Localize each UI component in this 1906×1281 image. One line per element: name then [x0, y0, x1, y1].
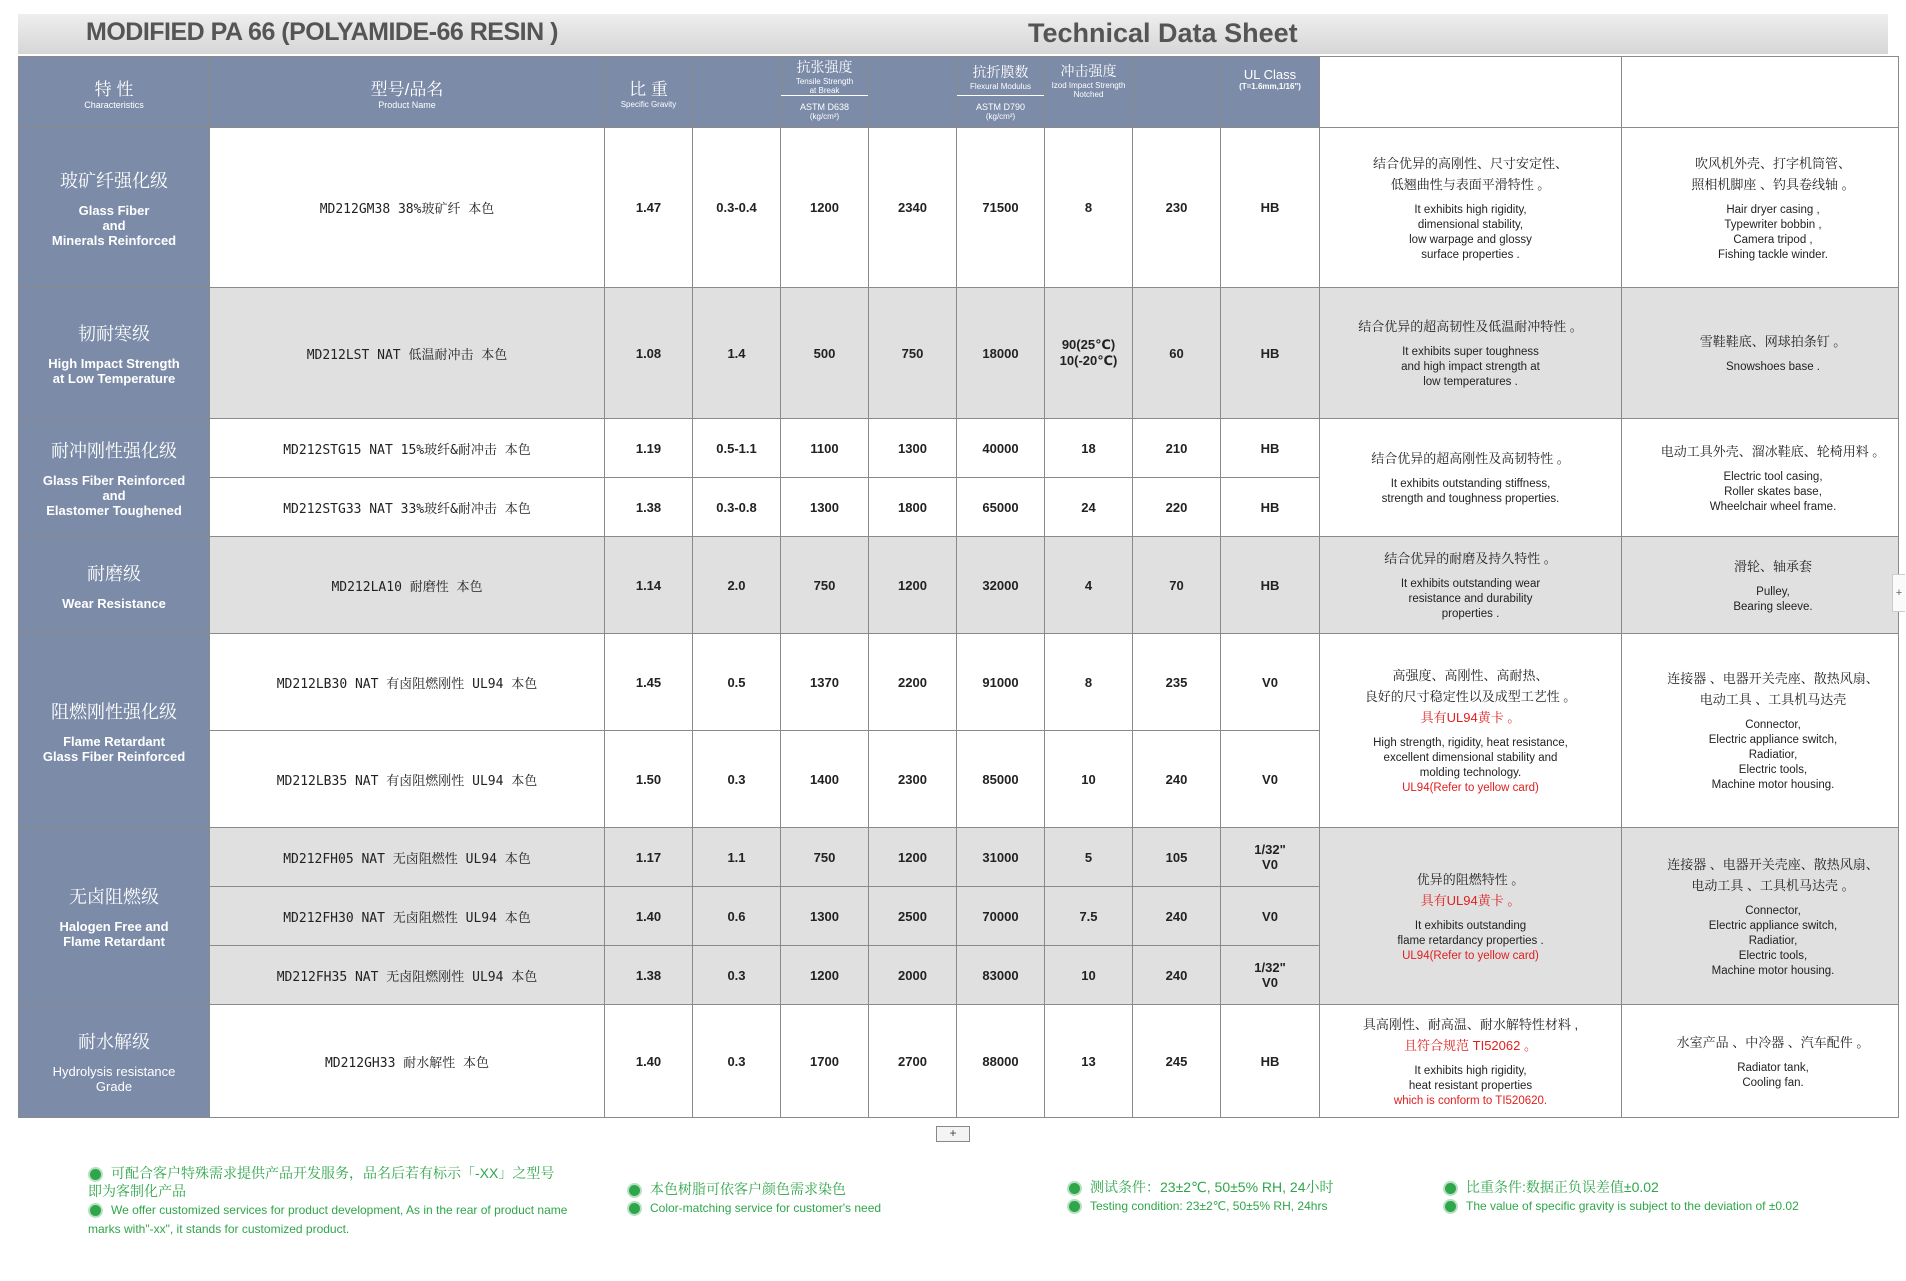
value-cell: 85000 [957, 731, 1045, 828]
bullet-icon [627, 1183, 642, 1198]
applications-cell: 滑轮、轴承套 Pulley, Bearing sleeve. [1622, 537, 1899, 634]
table-row [19, 1005, 1899, 1118]
product-name-cell: MD212FH35 NAT 无卤阻燃刚性 UL94 本色 [210, 946, 605, 1005]
header-characteristics: 特 性 Characteristics [19, 57, 210, 128]
value-cell: 230 [1133, 128, 1221, 288]
value-cell: 0.3-0.8 [693, 478, 781, 537]
table-row [19, 128, 1899, 288]
value-cell: 0.3 [693, 731, 781, 828]
value-cell: 4 [1045, 537, 1133, 634]
value-cell: 8 [1045, 634, 1133, 731]
value-cell: 1300 [781, 887, 869, 946]
value-cell: 0.5 [693, 634, 781, 731]
applications-cell: 水室产品 、中冷器 、汽车配件 。 Radiator tank, Cooling fan. [1622, 1005, 1899, 1118]
value-cell: HB [1221, 537, 1320, 634]
expand-button[interactable]: + [936, 1126, 970, 1142]
header-flexural: 抗折膜数 Flexural Modulus ASTM D790 (kg/cm²) [957, 57, 1045, 128]
value-cell: 1700 [781, 1005, 869, 1118]
document-title: MODIFIED PA 66 (POLYAMIDE-66 RESIN ) [86, 18, 558, 46]
value-cell: 240 [1133, 887, 1221, 946]
value-cell: 60 [1133, 288, 1221, 419]
value-cell: 1.47 [605, 128, 693, 288]
value-cell: 1.38 [605, 478, 693, 537]
value-cell: 7.5 [1045, 887, 1133, 946]
value-cell: 0.3-0.4 [693, 128, 781, 288]
footer-note-gravity: 比重条件:数据正负误差值±0.02 The value of specific gravity is subject to the deviation of ±0.02 [1443, 1178, 1863, 1215]
header-blank [1320, 57, 1622, 128]
table-body [19, 128, 1899, 1118]
value-cell: HB [1221, 419, 1320, 478]
value-cell: 10 [1045, 946, 1133, 1005]
side-expand-button[interactable]: + [1892, 574, 1905, 612]
value-cell: 0.5-1.1 [693, 419, 781, 478]
value-cell: 40000 [957, 419, 1045, 478]
data-table [18, 56, 1899, 1118]
value-cell: 71500 [957, 128, 1045, 288]
value-cell: 750 [781, 828, 869, 887]
properties-cell: 优异的阻燃特性 。 具有UL94黄卡 。 It exhibits outstanding flame retardancy properties . UL94(Refer to yellow card) [1320, 828, 1622, 1005]
bullet-icon [1067, 1199, 1082, 1214]
header-specific-gravity: 比 重 Specific Gravity [605, 57, 693, 128]
value-cell: 0.6 [693, 887, 781, 946]
table-row [19, 537, 1899, 634]
value-cell: 10 [1045, 731, 1133, 828]
value-cell: 1.19 [605, 419, 693, 478]
table-row [19, 419, 1899, 478]
value-cell: V0 [1221, 731, 1320, 828]
value-cell: 24 [1045, 478, 1133, 537]
value-cell: 220 [1133, 478, 1221, 537]
bullet-icon [1443, 1181, 1458, 1196]
product-name-cell: MD212LA10 耐磨性 本色 [210, 537, 605, 634]
value-cell: HB [1221, 128, 1320, 288]
value-cell: 105 [1133, 828, 1221, 887]
value-cell: 2340 [869, 128, 957, 288]
product-name-cell: MD212LST NAT 低温耐冲击 本色 [210, 288, 605, 419]
value-cell: 5 [1045, 828, 1133, 887]
value-cell: 88000 [957, 1005, 1045, 1118]
category-cell: 玻矿纤强化级 Glass Fiber and Minerals Reinforced [19, 128, 210, 288]
header-blank [1133, 57, 1221, 128]
bullet-icon [88, 1167, 103, 1182]
value-cell: 70000 [957, 887, 1045, 946]
product-name-cell: MD212FH05 NAT 无卤阻燃性 UL94 本色 [210, 828, 605, 887]
value-cell: 2300 [869, 731, 957, 828]
properties-cell: 高强度、高刚性、高耐热、 良好的尺寸稳定性以及成型工艺性 。 具有UL94黄卡 。 High strength, rigidity, heat resistance, excellent dimensional stability and molding technology. UL94(Refer to yellow card) [1320, 634, 1622, 828]
table-row [19, 288, 1899, 419]
category-cell: 无卤阻燃级 Halogen Free and Flame Retardant [19, 828, 210, 1005]
value-cell: 1370 [781, 634, 869, 731]
value-cell: 0.3 [693, 946, 781, 1005]
title-bar [18, 14, 1888, 54]
product-name-cell: MD212GH33 耐水解性 本色 [210, 1005, 605, 1118]
properties-cell: 结合优异的超高韧性及低温耐冲特性 。 It exhibits super toughness and high impact strength at low temperatures . [1320, 288, 1622, 419]
header-blank [693, 57, 781, 128]
properties-cell: 具高刚性、耐高温、耐水解特性材料 , 且符合规范 TI52062 。 It exhibits high rigidity, heat resistant properties which is conform to TI520620. [1320, 1005, 1622, 1118]
value-cell: 8 [1045, 128, 1133, 288]
value-cell: 0.3 [693, 1005, 781, 1118]
value-cell: 1.08 [605, 288, 693, 419]
value-cell: 1300 [781, 478, 869, 537]
header-tensile: 抗张强度 Tensile Strength at Break ASTM D638 (kg/cm²) [781, 57, 869, 128]
value-cell: 750 [869, 288, 957, 419]
bullet-icon [627, 1201, 642, 1216]
header-blank [1622, 57, 1899, 128]
properties-cell: 结合优异的高刚性、尺寸安定性、 低翘曲性与表面平滑特性 。 It exhibits high rigidity, dimensional stability, low warpage and glossy surface properties . [1320, 128, 1622, 288]
applications-cell: 电动工具外壳、溜冰鞋底、轮椅用料 。 Electric tool casing, Roller skates base, Wheelchair wheel frame. [1622, 419, 1899, 537]
applications-cell: 吹风机外壳、打字机筒管、 照相机脚座 、钓具卷线轴 。 Hair dryer casing , Typewriter bobbin , Camera tripod , Fishing tackle winder. [1622, 128, 1899, 288]
value-cell: 1.40 [605, 887, 693, 946]
category-cell: 韧耐寒级 High Impact Strength at Low Temperature [19, 288, 210, 419]
category-cell: 耐冲刚性强化级 Glass Fiber Reinforced and Elastomer Toughened [19, 419, 210, 537]
value-cell: 1.38 [605, 946, 693, 1005]
properties-cell: 结合优异的超高刚性及高韧特性 。 It exhibits outstanding stiffness, strength and toughness properties. [1320, 419, 1622, 537]
category-cell: 耐水解级 Hydrolysis resistance Grade [19, 1005, 210, 1118]
value-cell: 90(25℃) 10(-20℃) [1045, 288, 1133, 419]
value-cell: 83000 [957, 946, 1045, 1005]
applications-cell: 连接器 、电器开关壳座、散热风扇、 电动工具 、工具机马达壳 Connector, Electric appliance switch, Radiatior, Electric tools, Machine motor housing. [1622, 634, 1899, 828]
header-blank [869, 57, 957, 128]
footer-note-color: 本色树脂可依客户颜色需求染色 Color-matching service for customer's need [627, 1180, 947, 1217]
value-cell: 1200 [869, 537, 957, 634]
header-product-name: 型号/品名 Product Name [210, 57, 605, 128]
footer-note-testing: 测试条件：23±2℃, 50±5% RH, 24小时 Testing condition: 23±2℃, 50±5% RH, 24hrs [1067, 1178, 1387, 1215]
bullet-icon [1443, 1199, 1458, 1214]
value-cell: 210 [1133, 419, 1221, 478]
value-cell: HB [1221, 288, 1320, 419]
value-cell: V0 [1221, 634, 1320, 731]
header-impact: 冲击强度 Izod Impact Strength Notched [1045, 57, 1133, 128]
value-cell: 750 [781, 537, 869, 634]
value-cell: 1300 [869, 419, 957, 478]
value-cell: 2500 [869, 887, 957, 946]
value-cell: 500 [781, 288, 869, 419]
table-row [19, 828, 1899, 887]
value-cell: 235 [1133, 634, 1221, 731]
value-cell: 1200 [781, 128, 869, 288]
value-cell: 18000 [957, 288, 1045, 419]
product-name-cell: MD212GM38 38%玻矿纤 本色 [210, 128, 605, 288]
value-cell: 32000 [957, 537, 1045, 634]
value-cell: 1.45 [605, 634, 693, 731]
header-ul-class: UL Class (T=1.6mm,1/16") [1221, 57, 1320, 128]
footer-note-customization: 可配合客户特殊需求提供产品开发服务，品名后若有标示「-XX」之型号即为客制化产品 We offer customized services for product development, As in the rear of product name marks with"-xx", it stands for customized product. [88, 1165, 568, 1236]
value-cell: 1200 [869, 828, 957, 887]
value-cell: 1200 [781, 946, 869, 1005]
value-cell: 1400 [781, 731, 869, 828]
value-cell: 2.0 [693, 537, 781, 634]
applications-cell: 雪鞋鞋底、网球拍条钉 。 Snowshoes base . [1622, 288, 1899, 419]
value-cell: 13 [1045, 1005, 1133, 1118]
value-cell: 1.1 [693, 828, 781, 887]
category-cell: 耐磨级 Wear Resistance [19, 537, 210, 634]
value-cell: 65000 [957, 478, 1045, 537]
value-cell: HB [1221, 478, 1320, 537]
product-name-cell: MD212LB30 NAT 有卤阻燃刚性 UL94 本色 [210, 634, 605, 731]
value-cell: 1.40 [605, 1005, 693, 1118]
value-cell: 2700 [869, 1005, 957, 1118]
header-row [19, 57, 1899, 128]
value-cell: 18 [1045, 419, 1133, 478]
value-cell: 240 [1133, 946, 1221, 1005]
value-cell: 70 [1133, 537, 1221, 634]
category-cell: 阻燃刚性强化级 Flame Retardant Glass Fiber Reinforced [19, 634, 210, 828]
product-name-cell: MD212STG15 NAT 15%玻纤&耐冲击 本色 [210, 419, 605, 478]
product-name-cell: MD212FH30 NAT 无卤阻燃性 UL94 本色 [210, 887, 605, 946]
value-cell: 1800 [869, 478, 957, 537]
sheet-title: Technical Data Sheet [1028, 18, 1298, 48]
value-cell: 1.17 [605, 828, 693, 887]
applications-cell: 连接器 、电器开关壳座、散热风扇、 电动工具 、工具机马达壳 。 Connector, Electric appliance switch, Radiatior, Electric tools, Machine motor housing. [1622, 828, 1899, 1005]
value-cell: 1100 [781, 419, 869, 478]
product-name-cell: MD212LB35 NAT 有卤阻燃刚性 UL94 本色 [210, 731, 605, 828]
value-cell: 1.50 [605, 731, 693, 828]
value-cell: 1/32" V0 [1221, 828, 1320, 887]
value-cell: 91000 [957, 634, 1045, 731]
value-cell: V0 [1221, 887, 1320, 946]
value-cell: HB [1221, 1005, 1320, 1118]
table-row [19, 634, 1899, 731]
value-cell: 240 [1133, 731, 1221, 828]
value-cell: 1.4 [693, 288, 781, 419]
value-cell: 1/32" V0 [1221, 946, 1320, 1005]
value-cell: 2200 [869, 634, 957, 731]
bullet-icon [1067, 1181, 1082, 1196]
properties-cell: 结合优异的耐磨及持久特性 。 It exhibits outstanding wear resistance and durability properties . [1320, 537, 1622, 634]
value-cell: 2000 [869, 946, 957, 1005]
bullet-icon [88, 1203, 103, 1218]
value-cell: 245 [1133, 1005, 1221, 1118]
value-cell: 1.14 [605, 537, 693, 634]
value-cell: 31000 [957, 828, 1045, 887]
product-name-cell: MD212STG33 NAT 33%玻纤&耐冲击 本色 [210, 478, 605, 537]
